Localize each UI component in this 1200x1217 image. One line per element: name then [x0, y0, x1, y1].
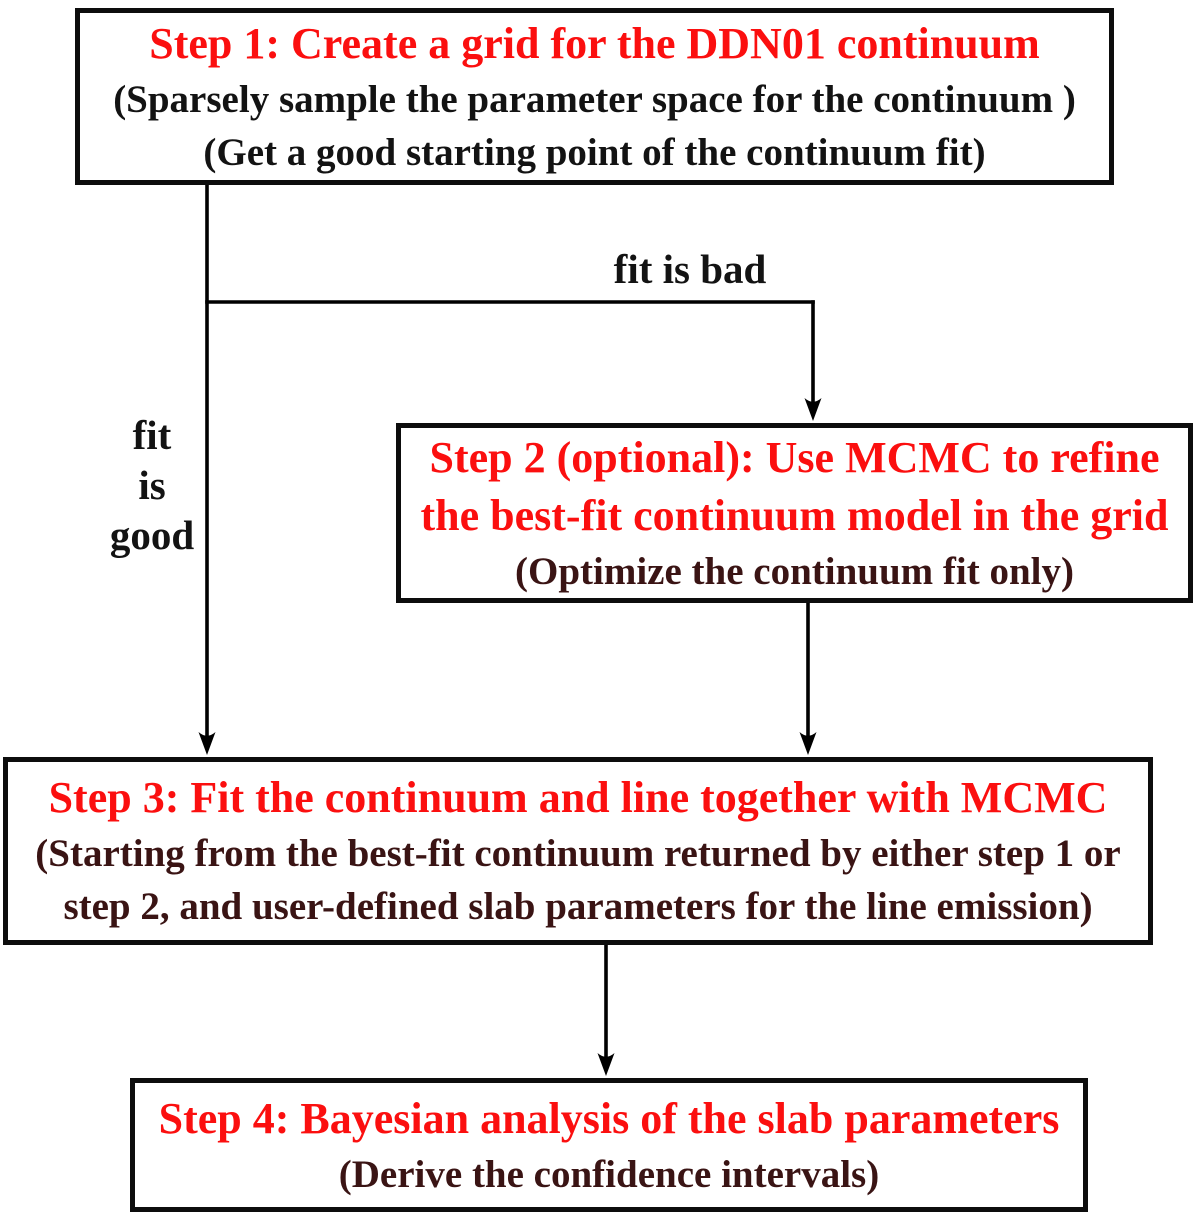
step3-subtitle-2: step 2, and user-defined slab parameters for the line emission)	[63, 885, 1093, 928]
step2-title-line-1: Step 2 (optional): Use MCMC to refine	[429, 432, 1160, 482]
step1-subtitle-2: (Get a good starting point of the continuum fit)	[203, 130, 986, 174]
fit-is-bad-label: fit is bad	[613, 246, 767, 292]
fit-is-good-line-2: is	[138, 462, 166, 508]
step3-subtitle-1: (Starting from the best-fit continuum returned by either step 1 or	[35, 832, 1121, 875]
step4-box	[130, 1078, 1088, 1212]
step1-box	[75, 8, 1114, 185]
step4-subtitle-1: (Derive the confidence intervals)	[338, 1152, 880, 1196]
step4-title: Step 4: Bayesian analysis of the slab parameters	[158, 1093, 1060, 1143]
step3-box	[3, 757, 1153, 945]
fit-is-good-label	[88, 410, 216, 560]
fit-is-good-line-1: fit	[132, 412, 172, 458]
step2-box	[396, 423, 1193, 603]
step2-subtitle-1: (Optimize the continuum fit only)	[515, 549, 1074, 593]
step3-title: Step 3: Fit the continuum and line together with MCMC	[48, 773, 1108, 822]
step2-title-line-2: the best-fit continuum model in the grid	[420, 490, 1169, 540]
fit-is-good-line-3: good	[109, 512, 195, 558]
step1-title: Step 1: Create a grid for the DDN01 continuum	[149, 18, 1040, 68]
step1-subtitle-1: (Sparsely sample the parameter space for the continuum )	[113, 77, 1076, 121]
